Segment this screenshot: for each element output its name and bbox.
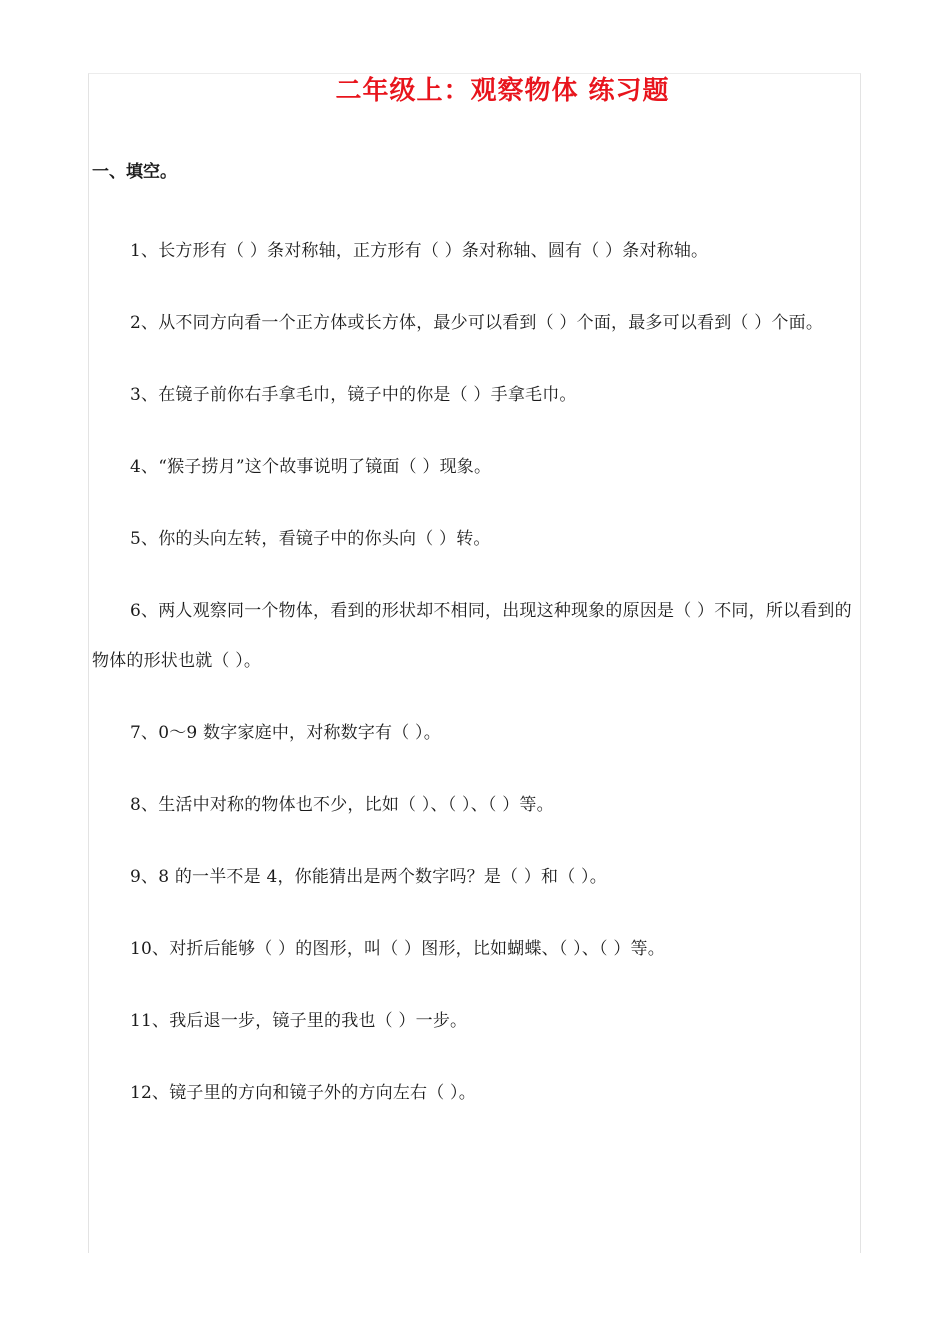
question-1: 1、长方形有（ ）条对称轴，正方形有（ ）条对称轴、圆有（ ）条对称轴。 (130, 241, 709, 261)
question-list (92, 226, 860, 1140)
question-3: 3、在镜子前你右手拿毛巾，镜子中的你是（ ）手拿毛巾。 (130, 385, 577, 405)
question-11: 11、我后退一步，镜子里的我也（ ）一步。 (130, 1011, 468, 1031)
section-heading: 一、填空。 (92, 162, 177, 182)
question-8: 8、生活中对称的物体也不少，比如（ ）、（ ）、（ ）等。 (130, 795, 554, 815)
question-9: 9、8 的一半不是 4，你能猜出是两个数字吗？是（ ）和（ ）。 (130, 867, 607, 887)
question-7: 7、0～9 数字家庭中，对称数字有（ ）。 (130, 723, 441, 743)
page-title: 二年级上：观察物体 练习题 (335, 76, 670, 106)
question-6: 6、两人观察同一个物体，看到的形状却不相同，出现这种现象的原因是（ ）不同，所以看到的物体的形状也就（ ）。 (92, 601, 852, 671)
question-2: 2、从不同方向看一个正方体或长方体，最少可以看到（ ）个面，最多可以看到（ ）个面。 (130, 313, 824, 333)
question-12: 12、镜子里的方向和镜子外的方向左右（ ）。 (130, 1083, 476, 1103)
question-5: 5、你的头向左转，看镜子中的你头向（ ）转。 (130, 529, 491, 549)
question-10: 10、对折后能够（ ）的图形，叫（ ）图形，比如蝴蝶、（ ）、（ ）等。 (130, 939, 665, 959)
question-4: 4、“猴子捞月”这个故事说明了镜面（ ）现象。 (130, 457, 492, 477)
